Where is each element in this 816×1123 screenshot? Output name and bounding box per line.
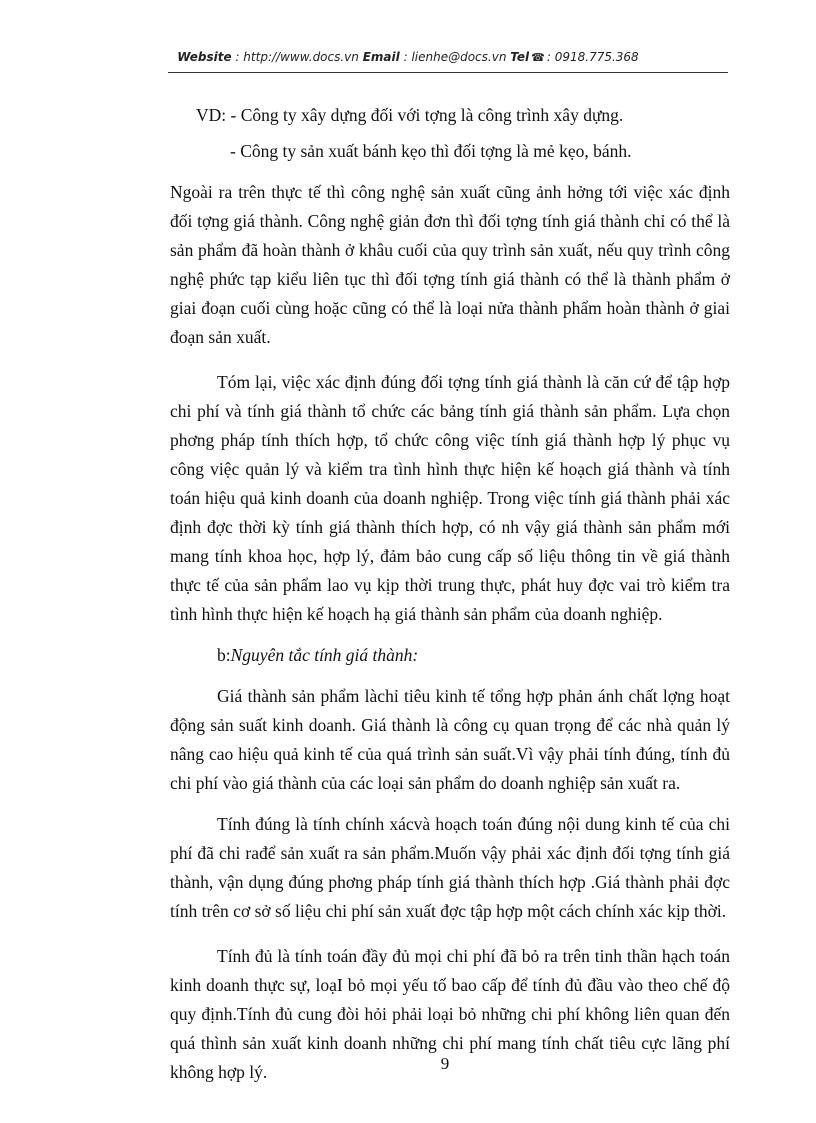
subheading-prefix: b:	[217, 645, 231, 665]
example-line-2: - Công ty sản xuất bánh kẹo thì đối tợng là mẻ kẹo, bánh.	[230, 141, 632, 161]
page-number: 9	[440, 1054, 450, 1073]
phone-icon: ☎	[531, 51, 545, 64]
paragraph-2: Tóm lại, việc xác định đúng đối tợng tính giá thành là căn cứ để tập hợp chi phí và tính giá thành tổ chức các bảng tính giá thành sản phẩm. Lựa chọn phơng pháp tính thích hợp, tổ chức công việc tính giá thành hợp lý phục vụ công việc quản lý và kiểm tra tình hình thực hiện kế hoạch giá thành và tính toán hiệu quả kinh doanh của doanh nghiệp. Trong việc tính giá thành phải xác định đợc thời kỳ tính giá thành thích hợp, có nh vậy giá thành sản phẩm mới mang tính khoa học, hợp lý, đảm bảo cung cấp số liệu thông tin về giá thành thực tế của sản phẩm lao vụ kịp thời trung thực, phát huy đợc vai trò kiểm tra tình hình thực hiện kế hoạch hạ giá thành sản phẩm của doanh nghiệp.	[170, 372, 730, 624]
example-line-1: VD: - Công ty xây dựng đối với tợng là công trình xây dựng.	[196, 105, 624, 125]
website-label: Website	[177, 50, 232, 64]
tel-value: : 0918.775.368	[546, 50, 639, 64]
paragraph-4: Tính đúng là tính chính xácvà hoạch toán đúng nội dung kinh tế của chi phí đã chi rađể sản xuất ra sản phẩm.Muốn vậy phải xác định đối tợng tính giá thành, vận dụng đúng phơng pháp tính giá thành thích hợp .Giá thành phải đợc tính trên cơ sở số liệu chi phí sản xuất đợc tập hợp một cách chính xác kịp thời.	[170, 814, 730, 921]
email-label: Email	[362, 50, 400, 64]
header-divider	[168, 72, 728, 73]
document-body	[170, 101, 730, 1087]
tel-label: Tel	[510, 50, 530, 64]
page-header	[0, 50, 816, 64]
paragraph-1: Ngoài ra trên thực tế thì công nghệ sản xuất cũng ảnh hởng tới việc xác định đối tợng giá thành. Công nghệ giản đơn thì đối tợng tính giá thành chỉ có thể là sản phẩm đã hoàn thành ở khâu cuối của quy trình sản xuất, nếu quy trình công nghệ phức tạp kiểu liên tục thì đối tợng tính giá thành có thể là thành phẩm ở giai đoạn cuối cùng hoặc cũng có thể là loại nửa thành phẩm hoàn thành ở giai đoạn sản xuất.	[170, 182, 730, 347]
subheading-text: Nguyên tắc tính giá thành:	[230, 645, 419, 665]
email-value: : lienhe@docs.vn	[403, 50, 507, 64]
paragraph-3: Giá thành sản phẩm làchỉ tiêu kinh tế tổng hợp phản ánh chất lợng hoạt động sản suất kinh doanh. Giá thành là công cụ quan trọng để các nhà quản lý nâng cao hiệu quả kinh tế của quá trình sản suất.Vì vậy phải tính đúng, tính đủ chi phí vào giá thành của các loại sản phẩm do doanh nghiệp sản xuất ra.	[170, 686, 730, 793]
website-value: : http://www.docs.vn	[235, 50, 359, 64]
section-subheading	[170, 641, 730, 670]
paragraph-5: Tính đủ là tính toán đầy đủ mọi chi phí đã bỏ ra trên tinh thần hạch toán kinh doanh thực sự, loạI bỏ mọi yếu tố bao cấp để tính đủ đầu vào theo chế độ quy định.Tính đủ cung đòi hỏi phải loại bỏ những chi phí không liên quan đến quá thình sản xuất kinh doanh những chi phí mang tính chất tiêu cực lãng phí không hợp lý.	[170, 946, 730, 1082]
